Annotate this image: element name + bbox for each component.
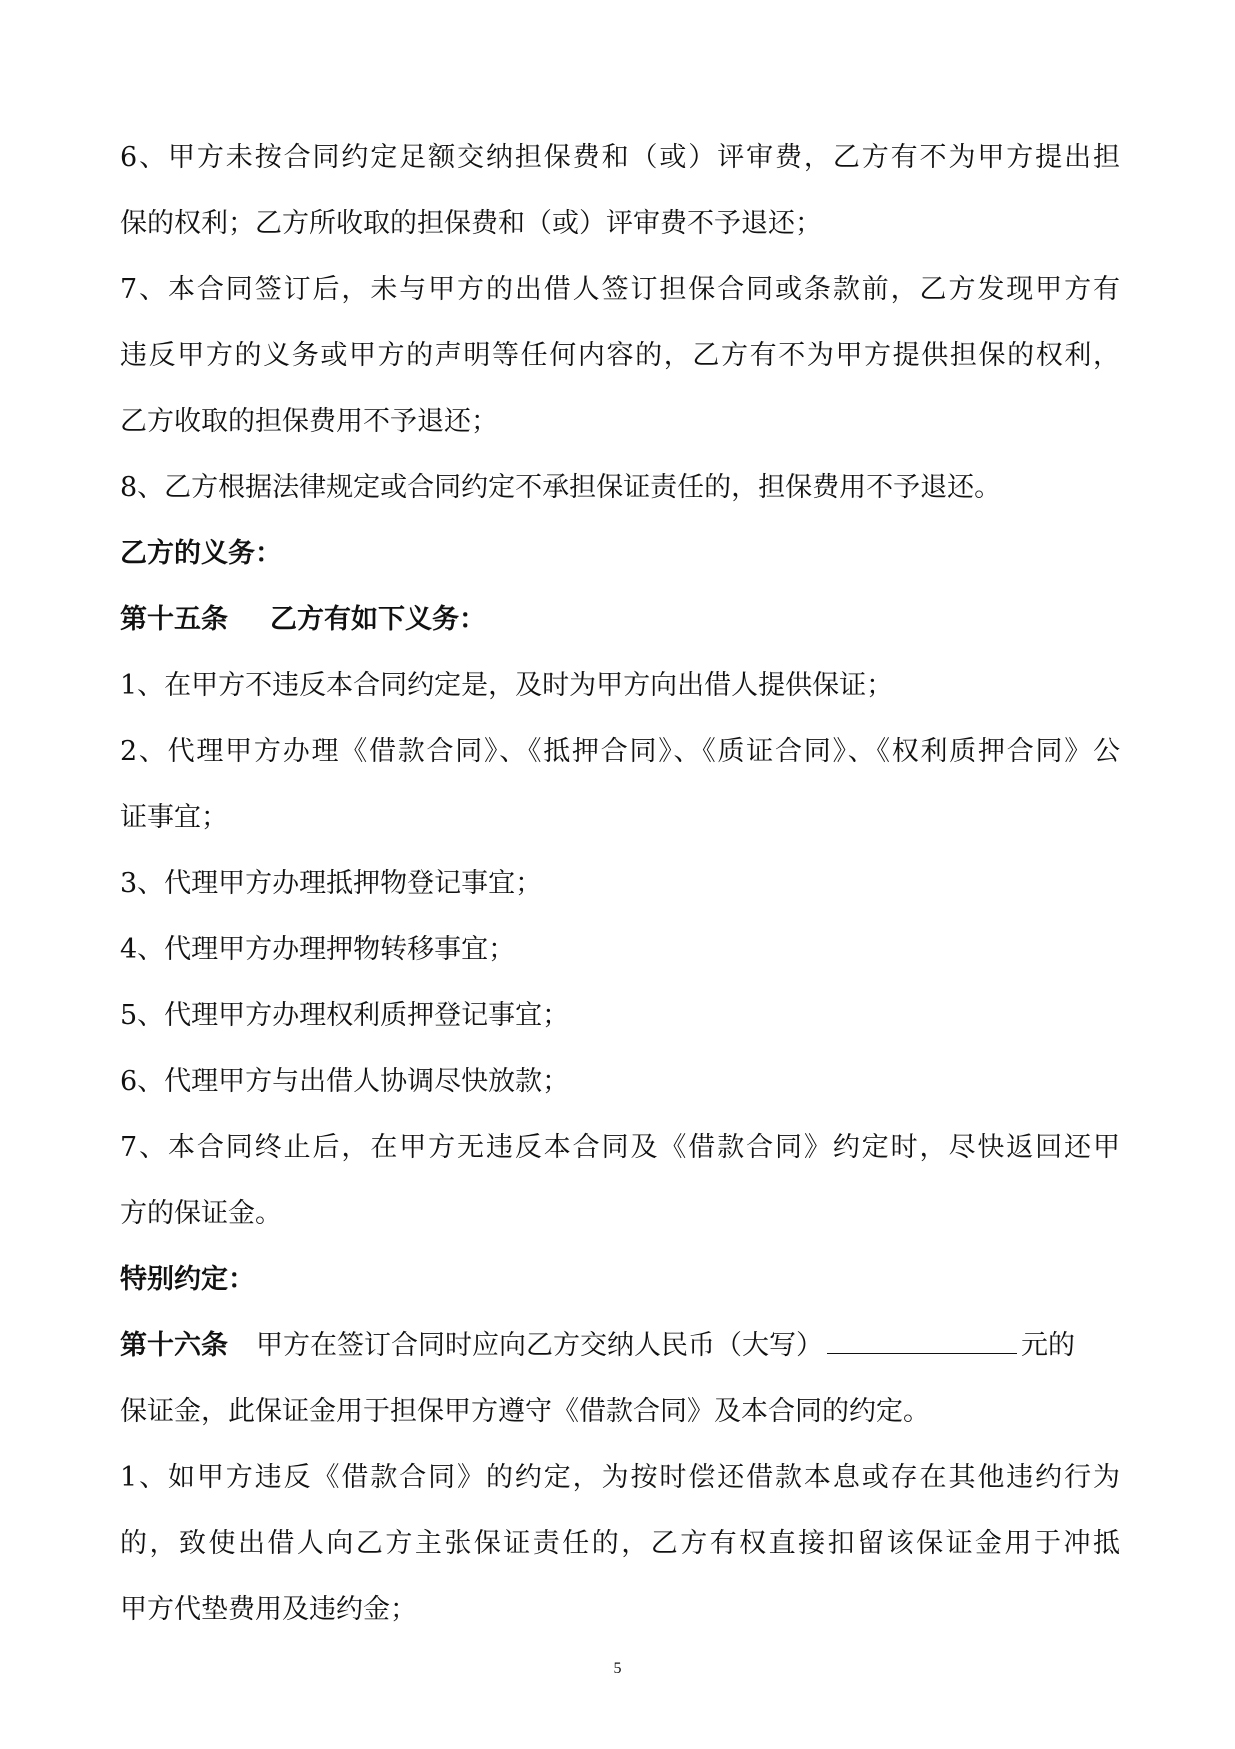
text-line: 6、甲方未按合同约定足额交纳担保费和（或）评审费，乙方有不为甲方提出担 xyxy=(120,142,1120,173)
section-heading xyxy=(120,521,1120,587)
paragraph-line xyxy=(120,1181,1120,1247)
text-line: 证事宜； xyxy=(120,802,228,833)
paragraph-line xyxy=(120,1577,1120,1643)
text-line: 4、代理甲方办理押物转移事宜； xyxy=(120,934,516,965)
paragraph-line xyxy=(120,1445,1120,1511)
page-number: 5 xyxy=(613,1660,622,1677)
text-line: 1、在甲方不违反本合同约定是，及时为甲方向出借人提供保证； xyxy=(120,670,894,701)
paragraph-line xyxy=(120,257,1120,323)
article-number: 第十六条 xyxy=(120,1330,228,1361)
text-line: 甲方代垫费用及违约金； xyxy=(120,1594,417,1625)
paragraph-line xyxy=(120,851,1120,917)
paragraph-line xyxy=(120,1379,1120,1445)
text-line: 保证金，此保证金用于担保甲方遵守《借款合同》及本合同的约定。 xyxy=(120,1396,930,1427)
text-line: 保的权利；乙方所收取的担保费和（或）评审费不予退还； xyxy=(120,208,822,239)
article-line xyxy=(120,1313,1120,1379)
text-line: 7、本合同终止后，在甲方无违反本合同及《借款合同》约定时，尽快返回还甲 xyxy=(120,1132,1120,1163)
article-line xyxy=(120,587,1120,653)
article-number: 第十五条 xyxy=(120,604,228,635)
paragraph-line xyxy=(120,1049,1120,1115)
paragraph-line xyxy=(120,389,1120,455)
paragraph-line xyxy=(120,785,1120,851)
paragraph-line xyxy=(120,191,1120,257)
paragraph-line xyxy=(120,455,1120,521)
text-line: 2、代理甲方办理《借款合同》、《抵押合同》、《质证合同》、《权利质押合同》公 xyxy=(120,736,1120,767)
text-line: 6、代理甲方与出借人协调尽快放款； xyxy=(120,1066,570,1097)
text-line: 7、本合同签订后，未与甲方的出借人签订担保合同或条款前，乙方发现甲方有 xyxy=(120,274,1120,305)
section-heading xyxy=(120,1247,1120,1313)
text-line: 的，致使出借人向乙方主张保证责任的，乙方有权直接扣留该保证金用于冲抵 xyxy=(120,1528,1120,1559)
article-title: 乙方有如下义务： xyxy=(270,604,486,635)
text-line: 5、代理甲方办理权利质押登记事宜； xyxy=(120,1000,570,1031)
paragraph-line xyxy=(120,125,1120,191)
section-heading-text: 特别约定： xyxy=(120,1264,255,1295)
document-body xyxy=(120,125,1120,1643)
text-line: 1、如甲方违反《借款合同》的约定，为按时偿还借款本息或存在其他违约行为 xyxy=(120,1462,1120,1493)
text-line: 甲方在签订合同时应向乙方交纳人民币（大写） xyxy=(256,1330,823,1361)
text-line: 元的 xyxy=(1021,1330,1075,1361)
paragraph-line xyxy=(120,1511,1120,1577)
paragraph-line xyxy=(120,653,1120,719)
text-line: 乙方收取的担保费用不予退还； xyxy=(120,406,498,437)
paragraph-line xyxy=(120,917,1120,983)
text-line: 3、代理甲方办理抵押物登记事宜； xyxy=(120,868,543,899)
blank-fill-line xyxy=(827,1317,1017,1354)
paragraph-line xyxy=(120,719,1120,785)
paragraph-line xyxy=(120,983,1120,1049)
text-line: 方的保证金。 xyxy=(120,1198,282,1229)
section-heading-text: 乙方的义务： xyxy=(120,538,282,569)
paragraph-line xyxy=(120,1115,1120,1181)
text-line: 8、乙方根据法律规定或合同约定不承担保证责任的，担保费用不予退还。 xyxy=(120,472,1002,503)
text-line: 违反甲方的义务或甲方的声明等任何内容的，乙方有不为甲方提供担保的权利， xyxy=(120,340,1120,371)
paragraph-line xyxy=(120,323,1120,389)
